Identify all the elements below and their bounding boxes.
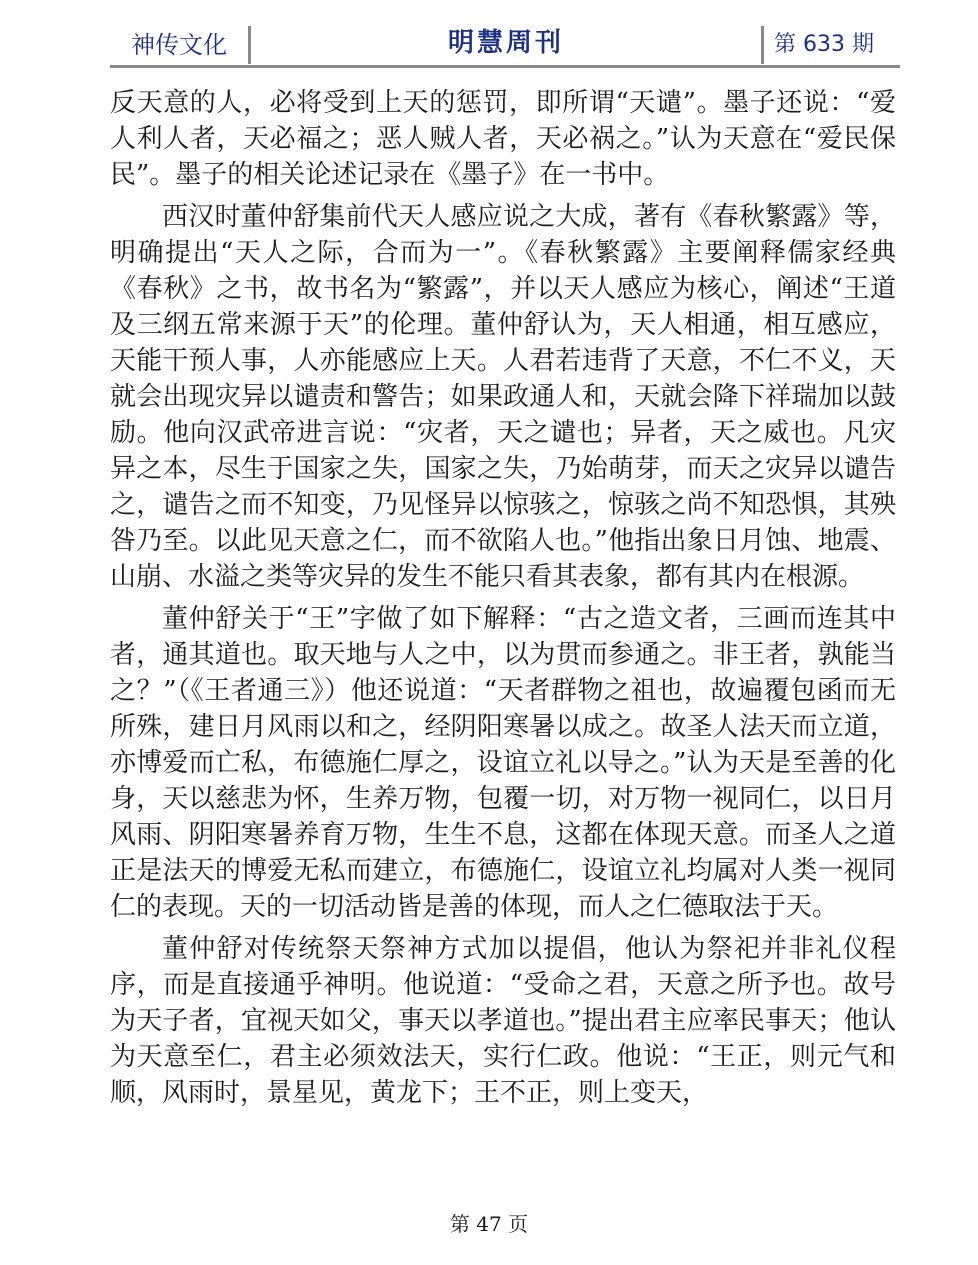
issue-number: 第 633 期 [761, 26, 900, 64]
section-label: 神传文化 [110, 26, 251, 64]
paragraph-4: 董仲舒对传统祭天祭神方式加以提倡，他认为祭祀并非礼仪程序，而是直接通乎神明。他说道：“受命之君，天意之所予也。故号为天子者，宜视天如父，事天以孝道也。”提出君主应率民事天；他认为天意至仁，君主必须效法天，实行仁政。他说：“王正，则元气和顺，风雨时，景星见，黄龙下；王不正，则上变天， [110, 934, 896, 1108]
paragraph-3: 董仲舒关于“王”字做了如下解释：“古之造文者，三画而连其中者，通其道也。取天地与人之中，以为贯而参通之。非王者，孰能当之？”（《王者通三》）他还说道：“天者群物之祖也，故遍覆包函而无所殊，建日月风雨以和之，经阴阳寒暑以成之。故圣人法天而立道，亦博爱而亡私，布德施仁厚之，设谊立礼以导之。”认为天是至善的化身，天以慈悲为怀，生养万物，包覆一切，对万物一视同仁，以日月风雨、阴阳寒暑养育万物，生生不息，这都在体现天意。而圣人之道正是法天的博爱无私而建立，布德施仁，设谊立礼均属对人类一视同仁的表现。天的一切活动皆是善的体现，而人之仁德取法于天。 [110, 604, 896, 922]
header-divider [110, 65, 900, 68]
page-number: 第 47 页 [449, 1212, 529, 1236]
paragraph-1: 反天意的人，必将受到上天的惩罚，即所谓“天谴”。墨子还说：“爱人利人者，天必福之；恶人贼人者，天必祸之。”认为天意在“爱民保民”。墨子的相关论述记录在《墨子》在一书中。 [110, 88, 896, 190]
publication-title: 明慧周刊 [447, 28, 564, 58]
article-body [110, 85, 896, 1117]
page-header [110, 26, 900, 66]
paragraph-2: 西汉时董仲舒集前代天人感应说之大成，著有《春秋繁露》等，明确提出“天人之际，合而为一”。《春秋繁露》主要阐释儒家经典《春秋》之书，故书名为“繁露”，并以天人感应为核心，阐述“王道及三纲五常来源于天”的伦理。董仲舒认为，天人相通，相互感应，天能干预人事，人亦能感应上天。人君若违背了天意，不仁不义，天就会出现灾异以谴责和警告；如果政通人和，天就会降下祥瑞加以鼓励。他向汉武帝进言说：“灾者，天之谴也；异者，天之威也。凡灾异之本，尽生于国家之失，国家之失，乃始萌芽，而天之灾异以谴告之，谴告之而不知变，乃见怪异以惊骇之，惊骇之尚不知恐惧，其殃咎乃至。以此见天意之仁，而不欲陷人也。”他指出象日月蚀、地震、山崩、水溢之类等灾异的发生不能只看其表象，都有其内在根源。 [110, 202, 896, 592]
